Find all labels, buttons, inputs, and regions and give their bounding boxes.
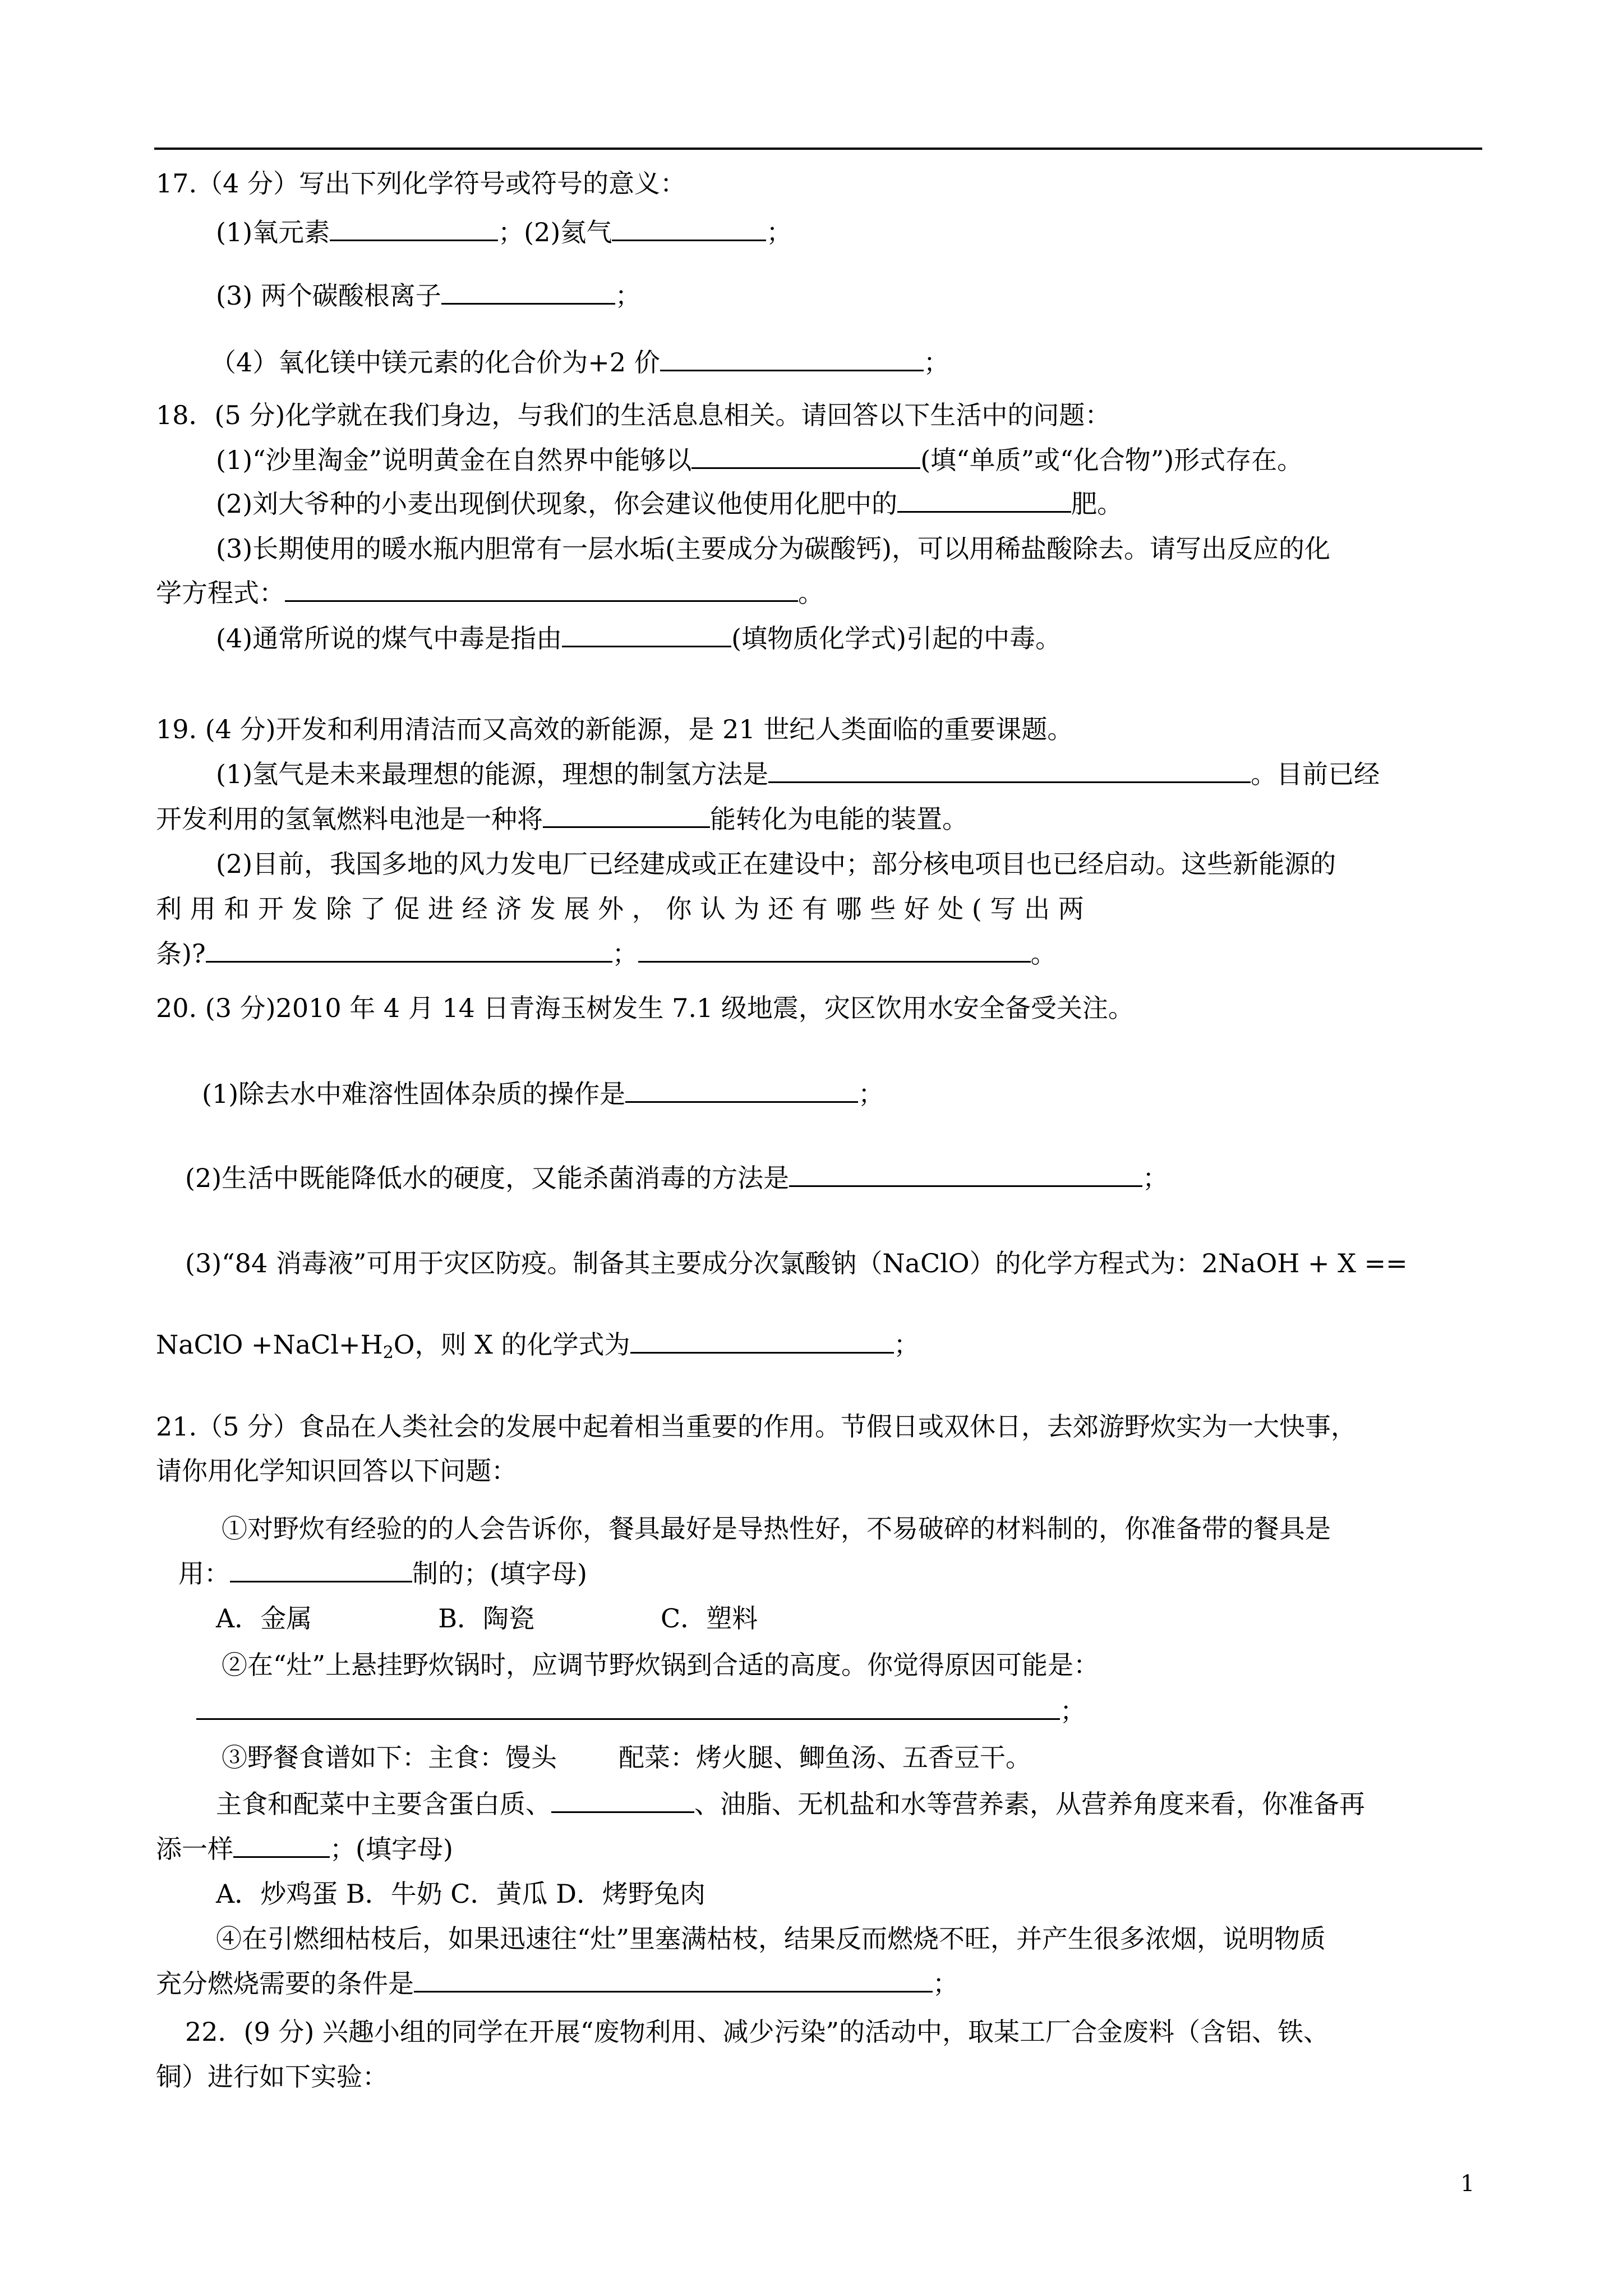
- answer-blank[interactable]: [330, 216, 498, 241]
- q18-part2: (2)刘大爷种的小麦出现倒伏现象，你会建议他使用化肥中的 肥。: [216, 489, 1123, 519]
- answer-blank[interactable]: [691, 444, 920, 469]
- q20-part2: (2)生活中既能降低水的硬度，又能杀菌消毒的方法是 ；: [185, 1163, 1169, 1193]
- q22-title-cont: 铜）进行如下实验：: [156, 2062, 388, 2092]
- answer-blank[interactable]: [414, 1967, 933, 1993]
- q22-title: 22．(9 分) 兴趣小组的同学在开展“废物利用、减少污染”的活动中，取某工厂合金废料（含铝、铁、: [185, 2017, 1329, 2047]
- q17-part3: (3) 两个碳酸根离子 ；: [216, 280, 641, 311]
- q17-title: 17.（4 分）写出下列化学符号或符号的意义：: [156, 168, 686, 199]
- answer-blank[interactable]: [897, 487, 1071, 513]
- answer-blank[interactable]: [625, 1078, 858, 1103]
- q19-part2-answers: 条)? ； 。: [156, 938, 1057, 969]
- q20-part1: (1)除去水中难溶性固体杂质的操作是 ；: [202, 1079, 884, 1109]
- q21-part4-cont: 充分燃烧需要的条件是 ；: [156, 1968, 958, 1999]
- answer-blank[interactable]: [285, 577, 798, 602]
- header-rule: [154, 148, 1482, 150]
- q21-options-2: A．炒鸡蛋 B．牛奶 C．黄瓜 D．烤野兔肉: [216, 1879, 706, 1909]
- q21-part3-cont2: 添一样 ；(填字母): [156, 1834, 453, 1864]
- q19-part2-cont: 利 用 和 开 发 除 了 促 进 经 济 发 展 外 ， 你 认 为 还 有 哪 些 好 处 ( 写 出 两: [156, 894, 1084, 924]
- q21-part1-cont: 用： 制的；(填字母): [178, 1558, 587, 1589]
- answer-blank[interactable]: [196, 1695, 1060, 1720]
- q18-part1: (1)“沙里淘金”说明黄金在自然界中能够以 (填“单质”或“化合物”)形式存在。: [216, 445, 1303, 475]
- q18-title: 18．(5 分)化学就在我们身边，与我们的生活息息相关。请回答以下生活中的问题：: [156, 400, 1111, 430]
- q20-part3: (3)“84 消毒液”可用于灾区防疫。制备其主要成分次氯酸钠（NaClO）的化学方程式为：2NaOH + X ==: [185, 1248, 1408, 1278]
- q21-part2: ②在“灶”上悬挂野炊锅时，应调节野炊锅到合适的高度。你觉得原因可能是：: [222, 1650, 1100, 1680]
- q19-part2: (2)目前，我国多地的风力发电厂已经建成或正在建设中；部分核电项目也已经启动。这些新能源的: [216, 849, 1336, 879]
- answer-blank[interactable]: [789, 1162, 1142, 1187]
- answer-blank[interactable]: [233, 1833, 330, 1858]
- q19-part1: (1)氢气是未来最理想的能源，理想的制氢方法是 。目前已经: [216, 759, 1380, 789]
- answer-blank[interactable]: [768, 758, 1251, 783]
- answer-blank[interactable]: [638, 937, 1031, 963]
- q21-title: 21.（5 分）食品在人类社会的发展中起着相当重要的作用。节假日或双休日，去郊游野炊实为一大快事，: [156, 1411, 1357, 1442]
- q21-title-cont: 请你用化学知识回答以下问题：: [156, 1456, 517, 1486]
- q21-part4: ④在引燃细枯枝后，如果迅速往“灶”里塞满枯枝，结果反而燃烧不旺，并产生很多浓烟，说明物质: [216, 1924, 1326, 1954]
- q18-part3-cont: 学方程式： 。: [156, 578, 824, 608]
- q20-part3-cont: NaClO $+NaCl+H_2O$，则 X 的化学式为 ；: [156, 1329, 920, 1363]
- answer-blank[interactable]: [612, 216, 766, 241]
- answer-blank[interactable]: [551, 1788, 694, 1813]
- answer-blank[interactable]: [562, 622, 731, 647]
- q19-title: 19. (4 分)开发和利用清洁而又高效的新能源，是 21 世纪人类面临的重要课题。: [156, 714, 1073, 744]
- q21-part3-cont: 主食和配菜中主要含蛋白质、 、油脂、无机盐和水等营养素，从营养角度来看，你准备再: [216, 1789, 1365, 1819]
- answer-blank[interactable]: [630, 1328, 894, 1354]
- q17-part1: (1)氧元素 ；(2)氦气 ；: [216, 217, 792, 247]
- answer-blank[interactable]: [441, 279, 615, 305]
- page-number: 1: [1460, 2171, 1475, 2197]
- q21-options-1: A．金属 B．陶瓷 C．塑料: [216, 1603, 758, 1634]
- q21-part2-answer: ；: [196, 1694, 1086, 1728]
- answer-blank[interactable]: [206, 937, 612, 963]
- q21-part1: ①对野炊有经验的的人会告诉你，餐具最好是导热性好，不易破碎的材料制的，你准备带的餐具是: [222, 1513, 1331, 1544]
- answer-blank[interactable]: [660, 346, 924, 371]
- q17-part4: （4）氧化镁中镁元素的化合价为+2 价 ；: [210, 347, 949, 378]
- q18-part4: (4)通常所说的煤气中毒是指由 (填物质化学式)引起的中毒。: [216, 623, 1062, 654]
- answer-blank[interactable]: [543, 803, 710, 828]
- q18-part3: (3)长期使用的暖水瓶内胆常有一层水垢(主要成分为碳酸钙)，可以用稀盐酸除去。请写出反应的化: [216, 533, 1331, 564]
- answer-blank[interactable]: [230, 1557, 412, 1582]
- q20-title: 20. (3 分)2010 年 4 月 14 日青海玉树发生 7.1 级地震，灾区饮用水安全备受关注。: [156, 993, 1134, 1023]
- q19-part1-cont: 开发利用的氢氧燃料电池是一种将 能转化为电能的装置。: [156, 804, 968, 834]
- q21-part3: ③野餐食谱如下：主食：馒头 配菜：烤火腿、鲫鱼汤、五香豆干。: [222, 1742, 1031, 1773]
